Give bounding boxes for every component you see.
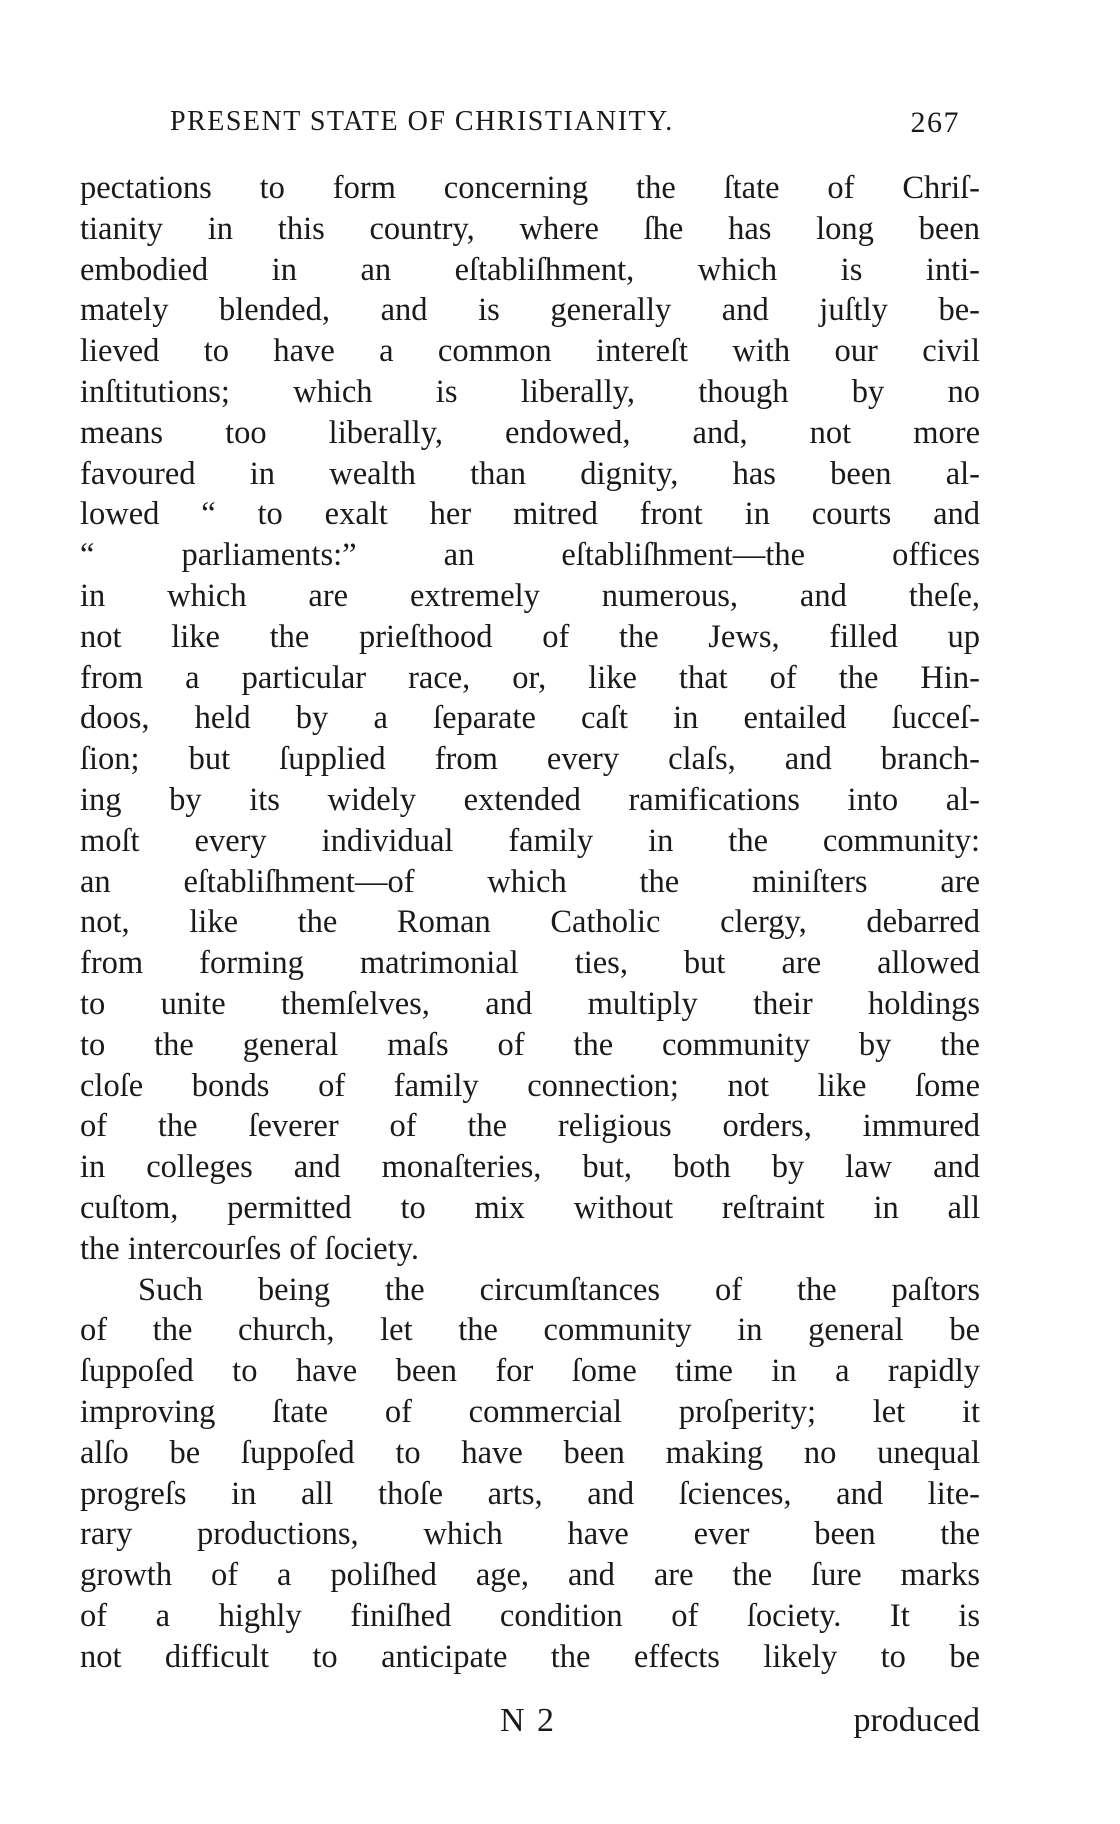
text-line: embodied in an eſtabliſhment, which is inti- <box>80 251 980 288</box>
text-line: ſuppoſed to have been for ſome time in a rapidly <box>80 1353 980 1390</box>
text-line: cloſe bonds of family connection; not like ſome <box>80 1067 980 1104</box>
text-line: not difficult to anticipate the effects likely to be <box>80 1638 980 1675</box>
text-line: cuſtom, permitted to mix without reſtraint in all <box>80 1189 980 1226</box>
signature-mark: N 2 <box>500 1702 557 1739</box>
text-line: pectations to form concerning the ſtate of Chriſ- <box>80 170 980 206</box>
text-line: favoured in wealth than dignity, has been al- <box>80 455 980 492</box>
text-line: of the ſeverer of the religious orders, immured <box>80 1108 980 1145</box>
text-line: from forming matrimonial ties, but are allowed <box>80 945 980 982</box>
text-line: rary productions, which have ever been the <box>80 1516 980 1553</box>
text-line: from a particular race, or, like that of the Hin- <box>80 659 980 696</box>
text-line: to the general maſs of the community by the <box>80 1026 980 1063</box>
text-line: not like the prieſthood of the Jews, filled up <box>80 618 980 655</box>
text-line: ſion; but ſupplied from every claſs, and branch- <box>80 741 980 778</box>
text-line: in which are extremely numerous, and theſe, <box>80 577 980 614</box>
text-line: an eſtabliſhment—of which the miniſters are <box>80 863 980 900</box>
text-line: improving ſtate of commercial proſperity; let it <box>80 1393 980 1430</box>
text-line-paragraph-end: the intercourſes of ſociety. <box>80 1230 420 1267</box>
text-line: lowed “ to exalt her mitred front in courts and <box>80 496 980 533</box>
text-line: alſo be ſuppoſed to have been making no unequal <box>80 1434 980 1471</box>
body-text <box>80 168 980 1677</box>
text-line: ing by its widely extended ramifications into al- <box>80 781 980 818</box>
text-line: inſtitutions; which is liberally, though by no <box>80 373 980 410</box>
text-line: doos, held by a ſeparate caſt in entailed ſucceſ- <box>80 700 980 737</box>
page-header <box>170 106 960 156</box>
text-line: of the church, let the community in general be <box>80 1312 980 1349</box>
text-line: lieved to have a common intereſt with our civil <box>80 333 980 370</box>
catchword: produced <box>853 1702 980 1739</box>
text-line: to unite themſelves, and multiply their holdings <box>80 985 980 1022</box>
text-line: progreſs in all thoſe arts, and ſciences, and lite- <box>80 1475 980 1512</box>
page-footer <box>80 1702 980 1752</box>
text-line: “ parliaments:” an eſtabliſhment—the offices <box>80 537 980 574</box>
text-line: in colleges and monaſteries, but, both by law and <box>80 1149 980 1186</box>
text-line: tianity in this country, where ſhe has long been <box>80 210 980 247</box>
text-line: growth of a poliſhed age, and are the ſure marks <box>80 1557 980 1594</box>
text-line: mately blended, and is generally and juſtly be- <box>80 292 980 329</box>
running-title: PRESENT STATE OF CHRISTIANITY. <box>170 106 674 137</box>
text-line: means too liberally, endowed, and, not more <box>80 414 980 451</box>
text-line-paragraph-start: Such being the circumſtances of the paſtors <box>138 1271 980 1308</box>
text-line: not, like the Roman Catholic clergy, debarred <box>80 904 980 941</box>
page-number: 267 <box>910 106 960 139</box>
text-line: of a highly finiſhed condition of ſociety. It is <box>80 1597 980 1634</box>
text-line: moſt every individual family in the community: <box>80 822 980 859</box>
